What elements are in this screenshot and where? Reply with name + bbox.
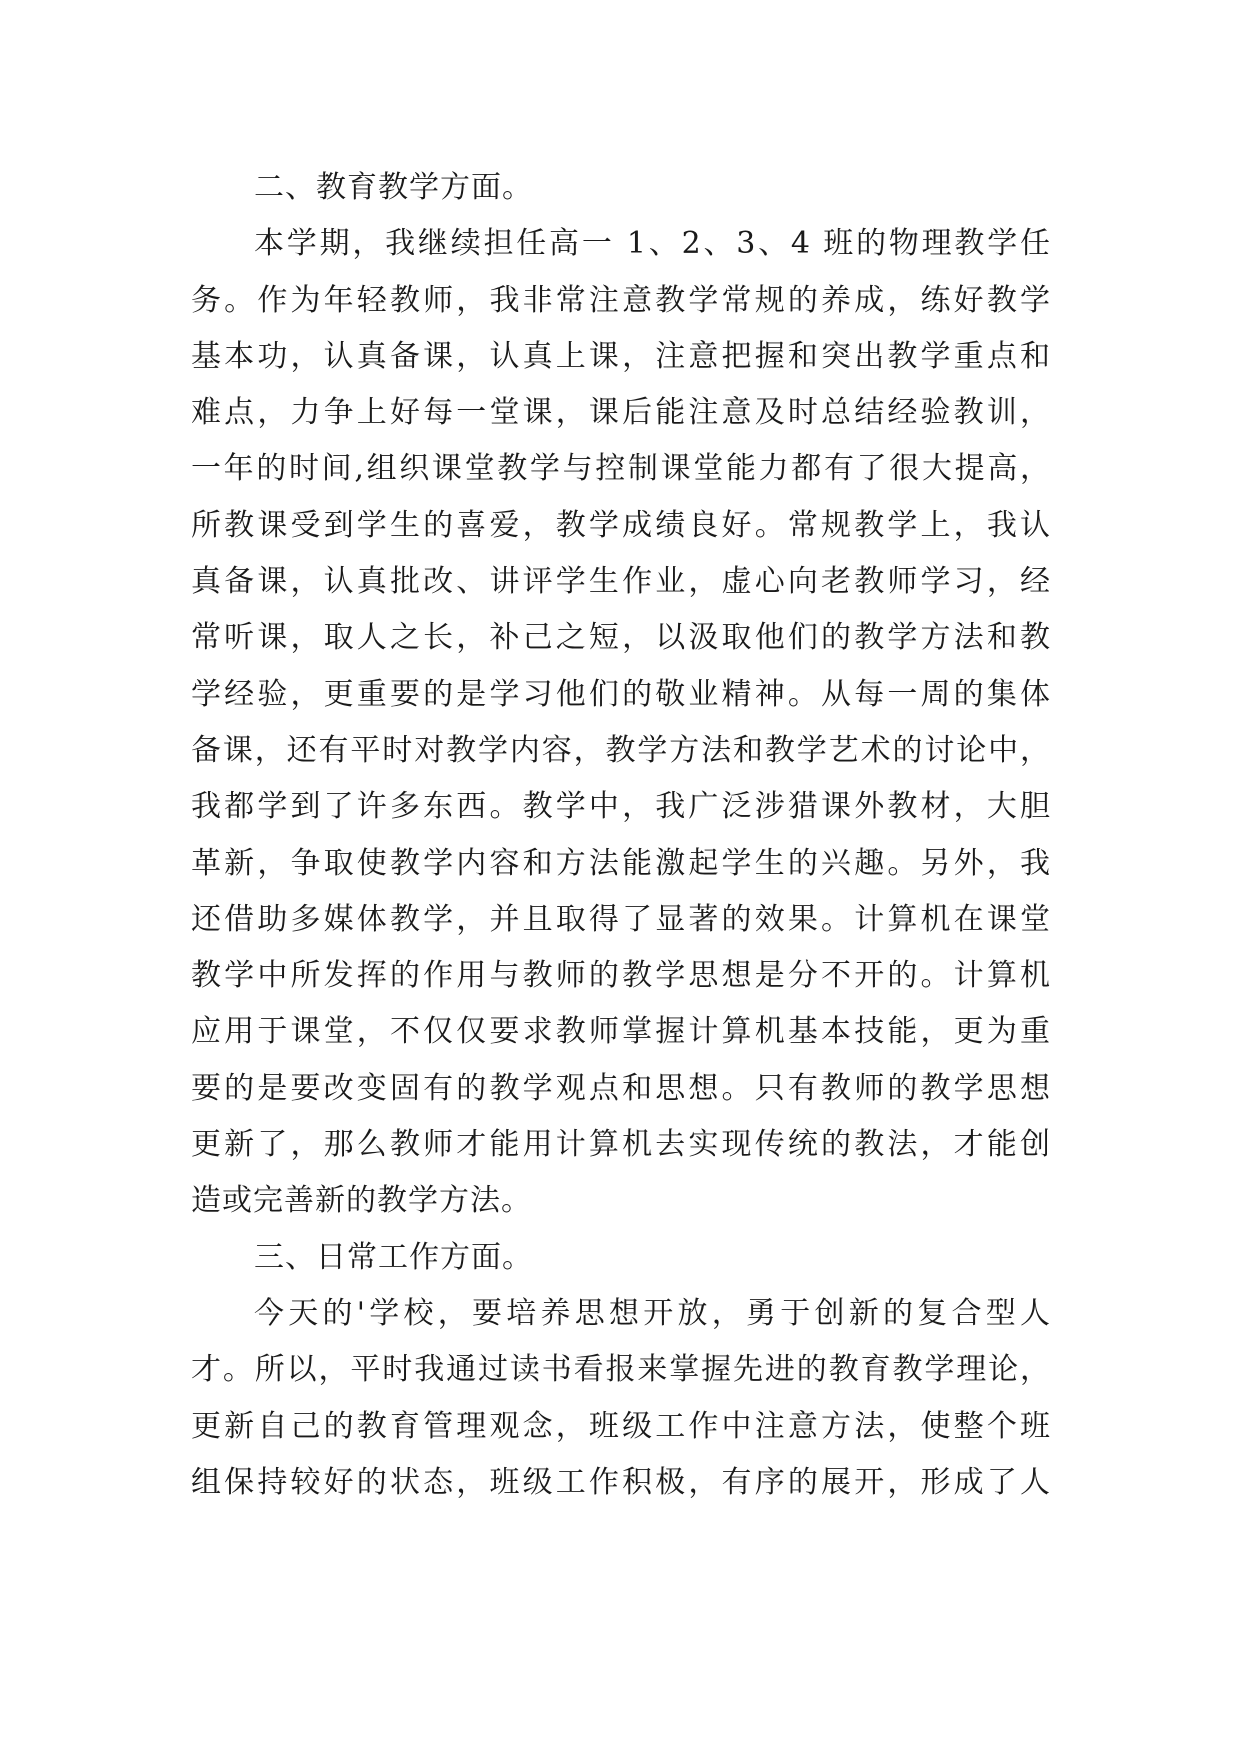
paragraph-line: 还借助多媒体教学，并且取得了显著的效果。计算机在课堂 xyxy=(191,901,1051,937)
document-body xyxy=(191,160,1051,1511)
section-heading-daily-work: 三、日常工作方面。 xyxy=(254,1239,533,1275)
paragraph-line: 才。所以，平时我通过读书看报来掌握先进的教育教学理论， xyxy=(191,1352,1051,1388)
paragraph-line: 所教课受到学生的喜爱，教学成绩良好。常规教学上，我认 xyxy=(191,507,1051,543)
paragraph-line: 真备课，认真批改、讲评学生作业，虚心向老教师学习，经 xyxy=(191,564,1051,600)
paragraph-line: 今天的'学校，要培养思想开放，勇于创新的复合型人 xyxy=(254,1295,1051,1331)
paragraph-line: 学经验，更重要的是学习他们的敬业精神。从每一周的集体 xyxy=(191,676,1051,712)
paragraph-line: 本学期，我继续担任高一 1、2、3、4 班的物理教学任 xyxy=(254,226,1051,262)
paragraph-line: 务。作为年轻教师，我非常注意教学常规的养成，练好教学 xyxy=(191,282,1051,318)
paragraph-line: 更新自己的教育管理观念，班级工作中注意方法，使整个班 xyxy=(191,1408,1051,1444)
paragraph-line: 难点，力争上好每一堂课，课后能注意及时总结经验教训， xyxy=(191,395,1051,431)
section-heading-education: 二、教育教学方面。 xyxy=(254,170,533,205)
paragraph-line: 组保持较好的状态，班级工作积极，有序的展开，形成了人 xyxy=(191,1464,1051,1500)
paragraph-line: 我都学到了许多东西。教学中，我广泛涉猎课外教材，大胆 xyxy=(191,789,1051,825)
paragraph-line: 教学中所发挥的作用与教师的教学思想是分不开的。计算机 xyxy=(191,958,1051,994)
paragraph-line: 更新了，那么教师才能用计算机去实现传统的教法，才能创 xyxy=(191,1127,1051,1163)
paragraph-line: 基本功，认真备课，认真上课，注意把握和突出教学重点和 xyxy=(191,338,1051,374)
paragraph-line: 革新，争取使教学内容和方法能激起学生的兴趣。另外，我 xyxy=(191,845,1051,881)
paragraph-line: 一年的时间,组织课堂教学与控制课堂能力都有了很大提高， xyxy=(191,451,1051,487)
paragraph-line: 备课，还有平时对教学内容，教学方法和教学艺术的讨论中， xyxy=(191,732,1051,768)
paragraph-line: 常听课，取人之长，补己之短，以汲取他们的教学方法和教 xyxy=(191,620,1051,656)
paragraph-line: 要的是要改变固有的教学观点和思想。只有教师的教学思想 xyxy=(191,1070,1051,1106)
paragraph-line: 造或完善新的教学方法。 xyxy=(191,1183,532,1219)
paragraph-line: 应用于课堂，不仅仅要求教师掌握计算机基本技能，更为重 xyxy=(191,1014,1051,1050)
